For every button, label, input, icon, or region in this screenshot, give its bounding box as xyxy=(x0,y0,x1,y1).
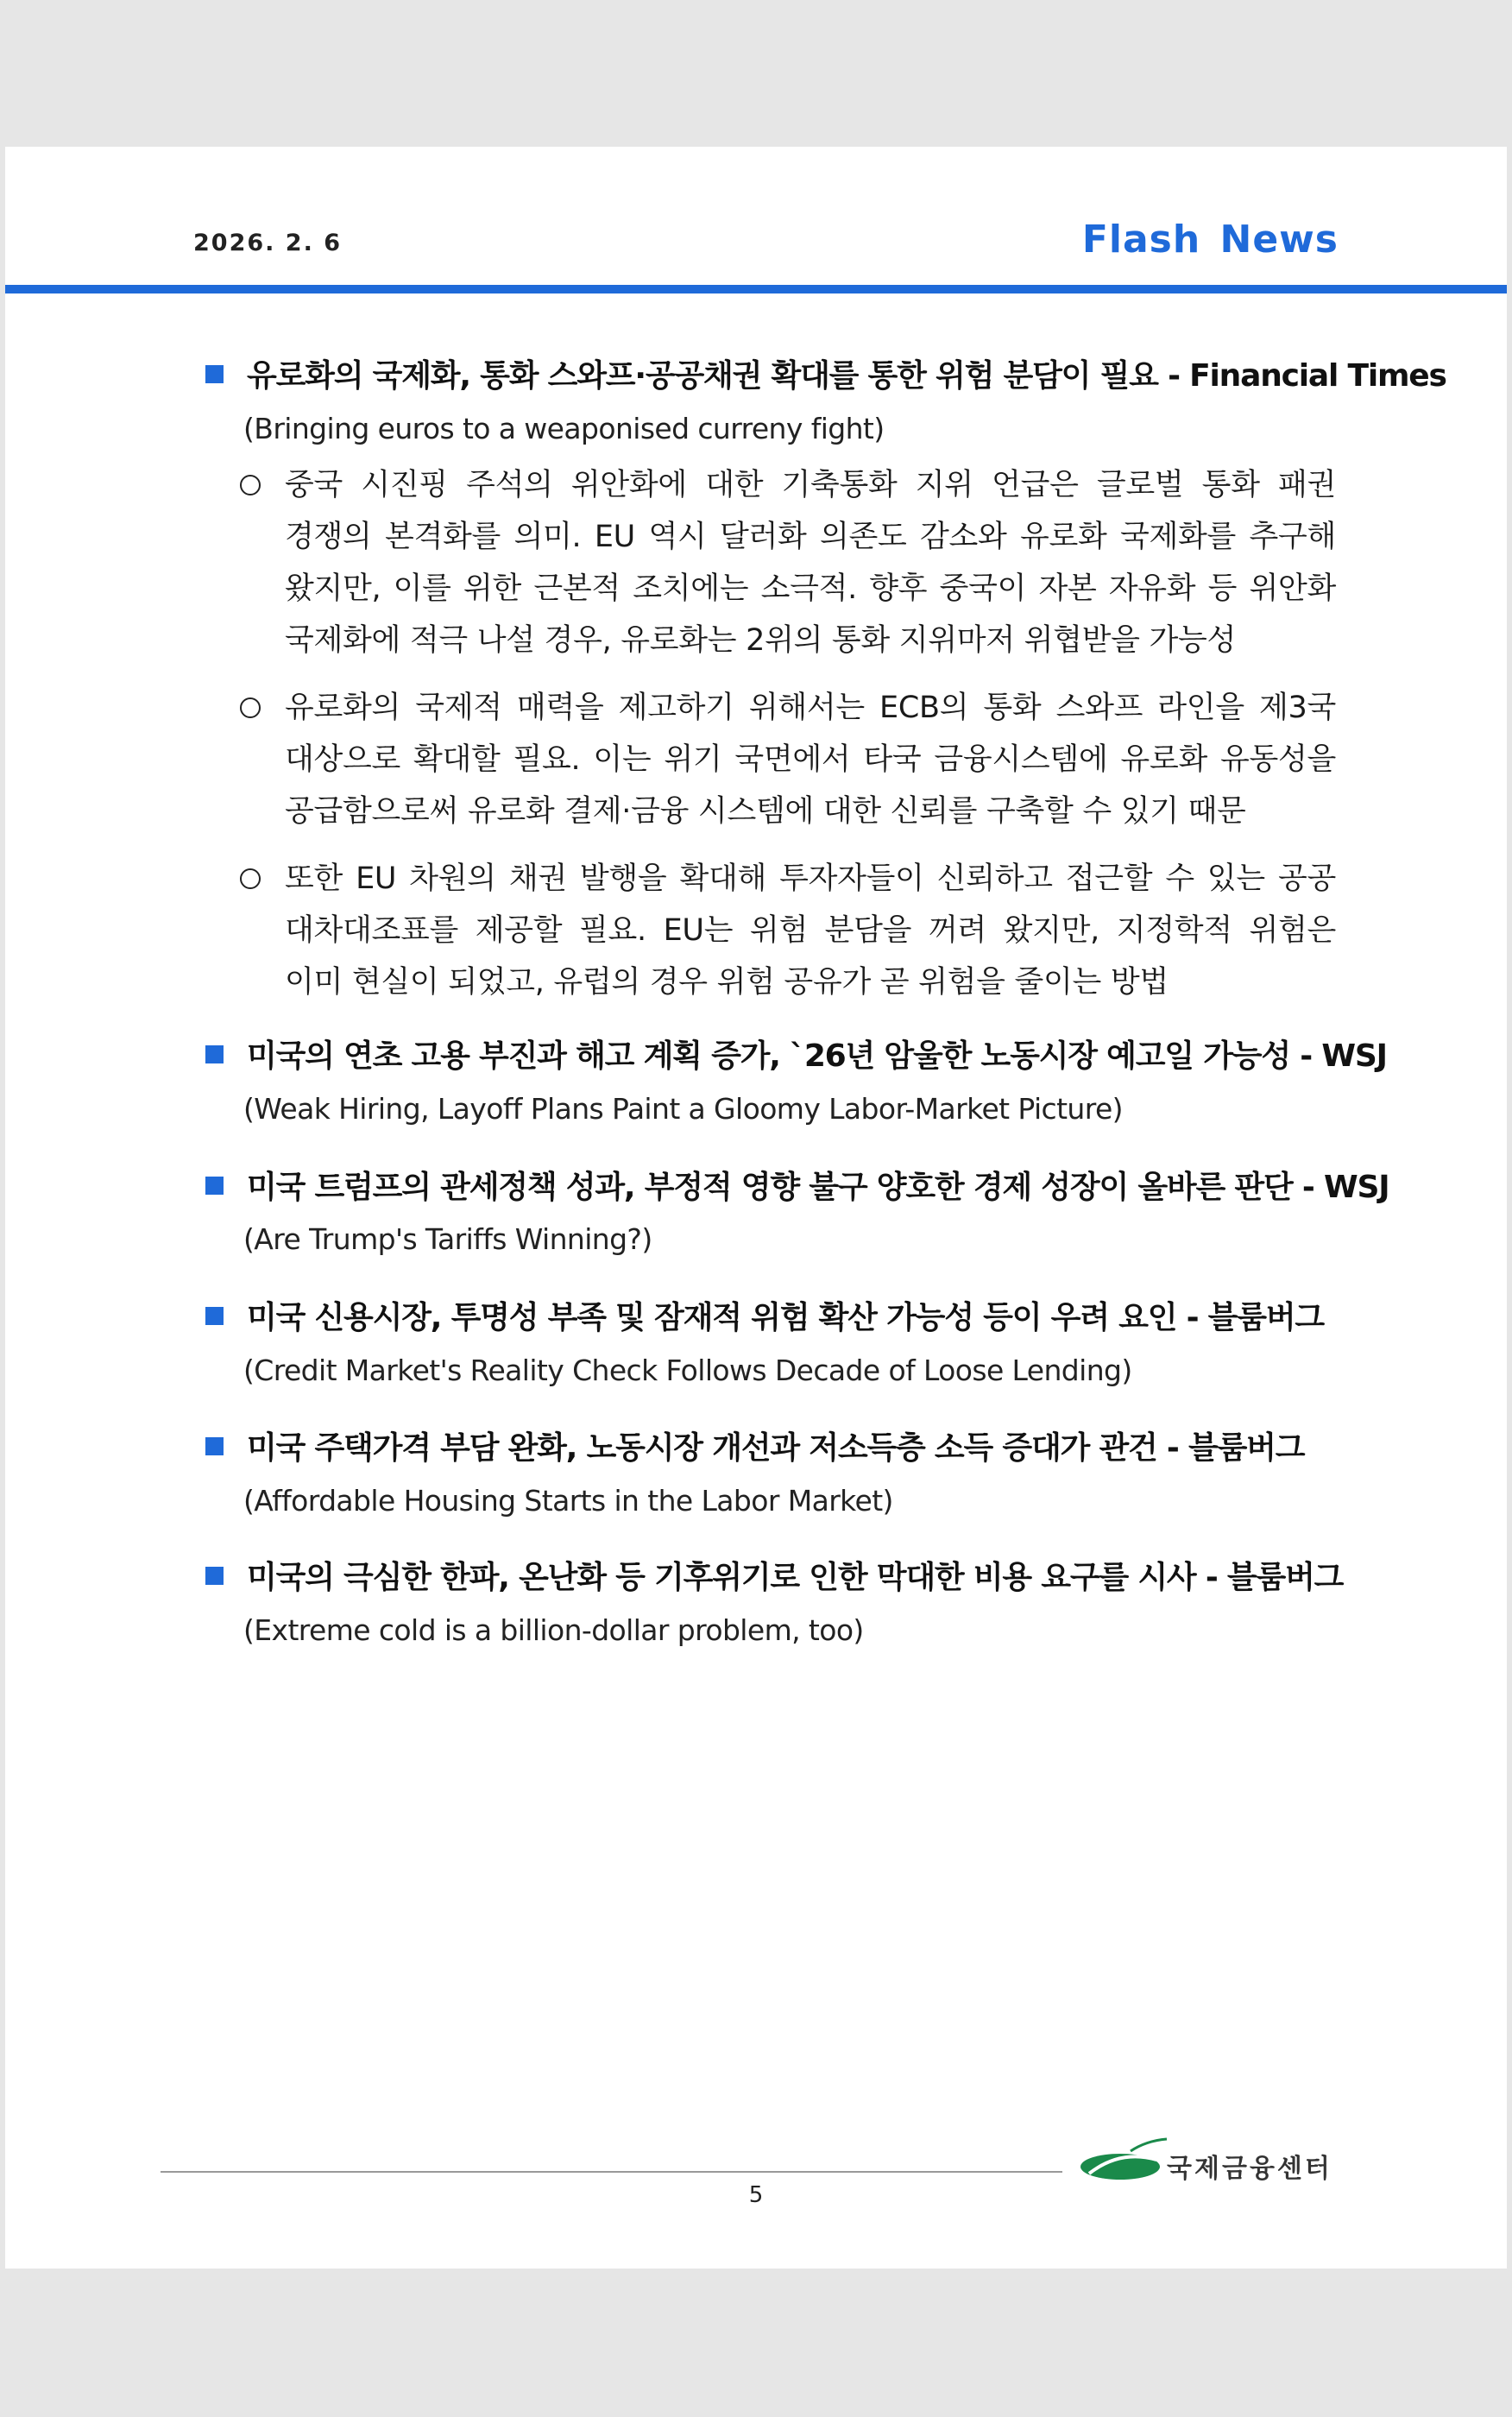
headline-3: 미국 트럼프의 관세정책 성과, 부정적 영향 불구 양호한 경제 성장이 올바른 판단 - WSJ xyxy=(247,1170,1389,1205)
headline-1: 유로화의 국제화, 통화 스와프·공공채권 확대를 통한 위험 분담이 필요 - Financial Times xyxy=(247,358,1446,394)
headline-bullet-icon xyxy=(205,365,224,383)
headline-bullet-icon xyxy=(205,1567,224,1585)
headline-2: 미국의 연초 고용 부진과 해고 계획 증가, `26년 암울한 노동시장 예고일 가능성 - WSJ xyxy=(247,1038,1387,1074)
paragraph-line: 왔지만, 이를 위한 근본적 조치에는 소극적. 향후 중국이 자본 자유화 등 위안화 xyxy=(285,571,1336,606)
subtitle-6: (Extreme cold is a billion-dollar problem, too) xyxy=(243,1613,864,1647)
paragraph-line: 대차대조표를 제공할 필요. EU는 위험 분담을 꺼려 왔지만, 지정학적 위험은 xyxy=(285,913,1336,948)
logo-text: 국제금융센터 xyxy=(1167,2154,1332,2184)
headline-bullet-icon xyxy=(205,1437,224,1455)
report-title: Flash News xyxy=(1081,218,1339,262)
headline-4: 미국 신용시장, 투명성 부족 및 잠재적 위험 확산 가능성 등이 우려 요인 - 블룸버그 xyxy=(247,1300,1324,1335)
page xyxy=(5,147,1507,2269)
paragraph-line: 유로화의 국제적 매력을 제고하기 위해서는 ECB의 통화 스와프 라인을 제3국 xyxy=(285,691,1336,725)
header-rule xyxy=(5,285,1507,293)
headline-bullet-icon xyxy=(205,1307,224,1325)
circle-bullet-icon xyxy=(240,697,261,718)
paragraph-line: 경쟁의 본격화를 의미. EU 역시 달러화 의존도 감소와 유로화 국제화를 추구해 xyxy=(285,520,1336,554)
subtitle-5: (Affordable Housing Starts in the Labor Market) xyxy=(243,1484,893,1518)
circle-bullet-icon xyxy=(240,868,261,889)
subtitle-4: (Credit Market's Reality Check Follows Decade of Loose Lending) xyxy=(243,1354,1132,1387)
subtitle-2: (Weak Hiring, Layoff Plans Paint a Gloomy Labor-Market Picture) xyxy=(243,1092,1123,1126)
paragraph-line: 공급함으로써 유로화 결제·금융 시스템에 대한 신뢰를 구축할 수 있기 때문 xyxy=(285,794,1246,829)
headline-bullet-icon xyxy=(205,1177,224,1195)
headline-6: 미국의 극심한 한파, 온난화 등 기후위기로 인한 막대한 비용 요구를 시사 - 블룸버그 xyxy=(247,1560,1344,1595)
headline-bullet-icon xyxy=(205,1045,224,1063)
paragraph-line: 또한 EU 차원의 채권 발행을 확대해 투자자들이 신뢰하고 접근할 수 있는 공공 xyxy=(285,861,1336,896)
paragraph-line: 대상으로 확대할 필요. 이는 위기 국면에서 타국 금융시스템에 유로화 유동성을 xyxy=(285,742,1336,777)
paragraph-line: 이미 현실이 되었고, 유럽의 경우 위험 공유가 곧 위험을 줄이는 방법 xyxy=(285,965,1169,1000)
circle-bullet-icon xyxy=(240,475,261,495)
footer-rule xyxy=(161,2171,1062,2173)
headline-5: 미국 주택가격 부담 완화, 노동시장 개선과 저소득층 소득 증대가 관건 - 블룸버그 xyxy=(247,1430,1305,1466)
paragraph-line: 국제화에 적극 나설 경우, 유로화는 2위의 통화 지위마저 위협받을 가능성 xyxy=(285,623,1237,658)
report-date: 2026. 2. 6 xyxy=(193,230,343,256)
paragraph-line: 중국 시진핑 주석의 위안화에 대한 기축통화 지위 언급은 글로벌 통화 패권 xyxy=(285,468,1336,502)
page-number: 5 xyxy=(748,2182,764,2208)
subtitle-3: (Are Trump's Tariffs Winning?) xyxy=(243,1222,652,1256)
subtitle-1: (Bringing euros to a weaponised curreny fight) xyxy=(243,412,885,445)
